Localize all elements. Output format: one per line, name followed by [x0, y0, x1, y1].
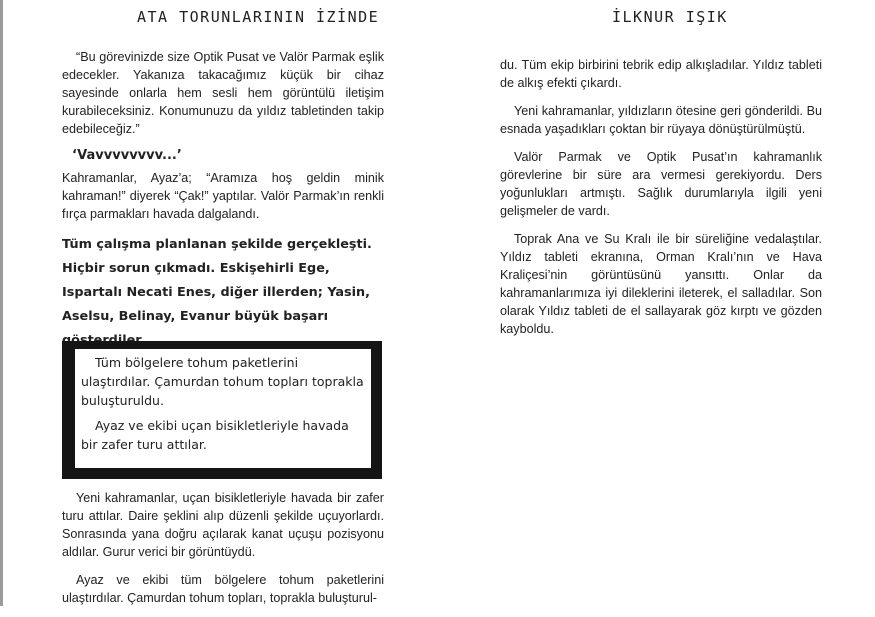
page-edge	[0, 0, 3, 606]
framed-note-content	[75, 349, 371, 468]
left-column	[62, 48, 384, 353]
framed-note-paragraph-2: Ayaz ve ekibi uçan bisikletleriyle havada bir zafer turu attılar.	[81, 418, 349, 452]
left-page-header: ATA TORUNLARININ İZİNDE	[137, 8, 380, 26]
framed-note-paragraph-1: Tüm bölgelere tohum paketlerini ulaştırdılar. Çamurdan tohum topları toprakla buluşturuldu.	[81, 355, 364, 408]
left-paragraph-1: “Bu görevinizde size Optik Pusat ve Valör Parmak eşlik edecekler. Yakanıza takacağımız küçük bir cihaz sayesinde onlarla hem sesli hem görüntülü iletişim kurabileceksiniz. Konumunuzu da yıldız tabletinden takip edebileceğiz.”	[62, 50, 384, 136]
left-paragraph-2: Kahramanlar, Ayaz’a; “Aramıza hoş geldin minik kahraman!” diyerek “Çak!” yaptılar. Valör Parmak’ın renkli fırça parmakları havada dalgalandı.	[62, 171, 384, 221]
right-paragraph-2: Yeni kahramanlar, yıldızların ötesine geri gönderildi. Bu esnada yaşadıkları çoktan bir rüyaya dönüştürülmüştü.	[500, 104, 822, 136]
handwritten-paragraph: Tüm çalışma planlanan şekilde gerçekleşti. Hiçbir sorun çıkmadı. Eskişehirli Ege, Ispartalı Necati Enes, diğer illerden; Yasin, Aselsu, Belinay, Evanur büyük başarı	[62, 237, 372, 324]
right-paragraph-3: Valör Parmak ve Optik Pusat’ın kahramanlık görevlerine bir süre ara vermesi gerekiyordu. Ders yoğunlukları artmıştı. Sağlık durumlarıyla ilgili yeni gelişmeler de vardı.	[500, 150, 822, 218]
left-paragraph-3: Yeni kahramanlar, uçan bisikletleriyle havada bir zafer turu attılar. Daire şeklini alıp düzenli şekilde uçuyorlardı. Sonrasında yana doğru açılarak kanat uçuşu pozisyonu aldılar. Gurur verici bir görüntüydü.	[62, 491, 384, 559]
left-lower-column	[62, 489, 384, 617]
exclamation: ‘Vavvvvvvvv...’	[72, 148, 182, 163]
left-paragraph-4: Ayaz ve ekibi tüm bölgelere tohum paketlerini ulaştırdılar. Çamurdan tohum topları, toprakla buluşturul-	[62, 573, 384, 605]
right-paragraph-4: Toprak Ana ve Su Kralı ile bir süreliğine vedalaştılar. Yıldız tableti ekranına, Orman Kralı’nın ve Hava Kraliçesi’nin görüntüsünü yansıttı. Onlar da kahramanlarımıza iyi dileklerini ileterek, el salladılar. Son olarak Yıldız tableti de el sallayarak göz kırptı ve gözden kayboldu.	[500, 232, 822, 336]
right-page-header: İLKNUR IŞIK	[612, 8, 728, 26]
right-column	[500, 56, 822, 348]
framed-note	[62, 341, 382, 479]
right-paragraph-1: du. Tüm ekip birbirini tebrik edip alkışladılar. Yıldız tableti de alkış efekti çıkardı.	[500, 58, 822, 90]
